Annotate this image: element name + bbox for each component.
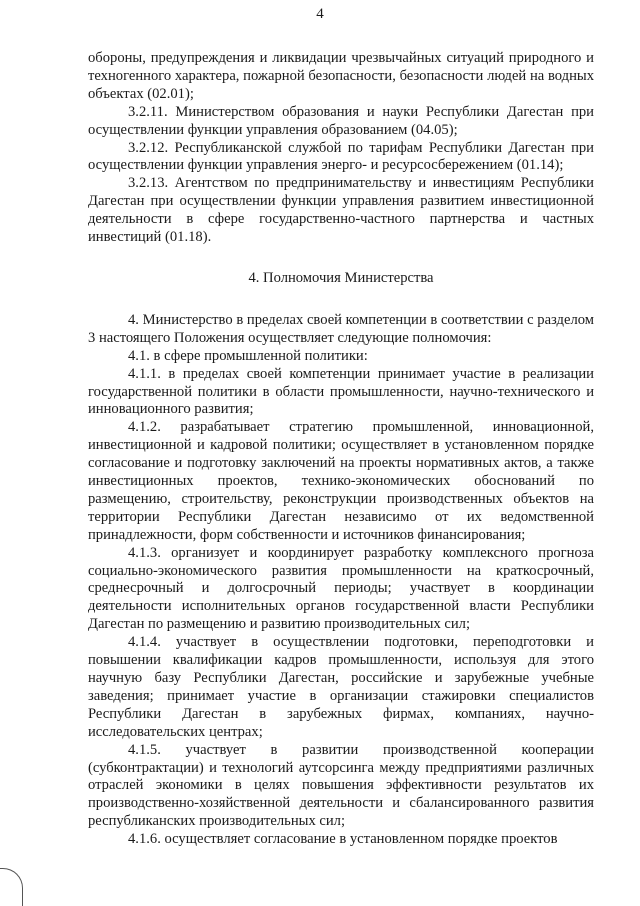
paragraph-civil-defense-end: обороны, предупреждения и ликвидации чрезвычайных ситуаций природного и техногенного характера, пожарной безопасности, безопасности людей на водных объектах (02.01); bbox=[88, 50, 594, 102]
paragraph-4: 4. Министерство в пределах своей компетенции в соответствии с разделом 3 настоящего Положения осуществляет следующие полномочия: bbox=[88, 311, 594, 346]
paragraph-4-1-5: 4.1.5. участвует в развитии производственной кооперации (субконтрактации) и технологий аутсорсинга между предприятиями различных отраслей экономики в целях повышения эффективности результатов их производственно-хозяйственной деятельности и сбалансированного развития республиканских производительных сил; bbox=[88, 741, 594, 830]
paragraph-4-1: 4.1. в сфере промышленной политики: bbox=[128, 347, 368, 364]
paragraph-3-2-11: 3.2.11. Министерством образования и науки Республики Дагестан при осуществлении функции управления образованием (04.05); bbox=[88, 103, 594, 138]
paragraph-3-2-13: 3.2.13. Агентством по предпринимательству и инвестициям Республики Дагестан при осуществлении функции управления развитием инвестиционной деятельности в сфере государственно-частного партнерства и частных инвестиций (01.18). bbox=[88, 175, 594, 246]
document-body bbox=[88, 50, 594, 849]
paragraph-4-1-4: 4.1.4. участвует в осуществлении подготовки, переподготовки и повышении квалификации кадров промышленности, используя для этого научную базу Республики Дагестан, российские и зарубежные учебные заведения; принимает участие в организации стажировки специалистов Республики Дагестан в зарубежных фирмах, компаниях, научно-исследовательских центрах; bbox=[88, 634, 594, 740]
section-4-heading: 4. Полномочия Министерства bbox=[248, 269, 434, 286]
paragraph-4-1-6: 4.1.6. осуществляет согласование в установленном порядке проектов bbox=[128, 831, 558, 848]
paragraph-3-2-12: 3.2.12. Республиканской службой по тарифам Республики Дагестан при осуществлении функции управления энерго- и ресурсосбережением (01.14); bbox=[88, 139, 594, 174]
page-number: 4 bbox=[316, 6, 324, 22]
paragraph-4-1-1: 4.1.1. в пределах своей компетенции принимает участие в реализации государственной политики в области промышленности, научно-технического и инновационного развития; bbox=[88, 365, 594, 418]
paragraph-4-1-3: 4.1.3. организует и координирует разработку комплексного прогноза социально-экономического развития промышленности на краткосрочный, среднесрочный и долгосрочный периоды; участвует в координации деятельности исполнительных органов государственной власти Республики Дагестан по размещению и развитию производительных сил; bbox=[88, 544, 594, 633]
scan-edge-mark bbox=[0, 868, 23, 906]
paragraph-4-1-2: 4.1.2. разрабатывает стратегию промышленной, инновационной, инвестиционной и кадровой политики; осуществляет в установленном порядке согласование и подготовку заключений на проекты нормативных актов, а также инвестиционных проектов, технико-экономических обоснований по размещению, строительству, реконструкции производственных объектов на территории Республики Дагестан независимо от их ведомственной принадлежности, форм собственности и источников финансирования; bbox=[88, 419, 594, 543]
